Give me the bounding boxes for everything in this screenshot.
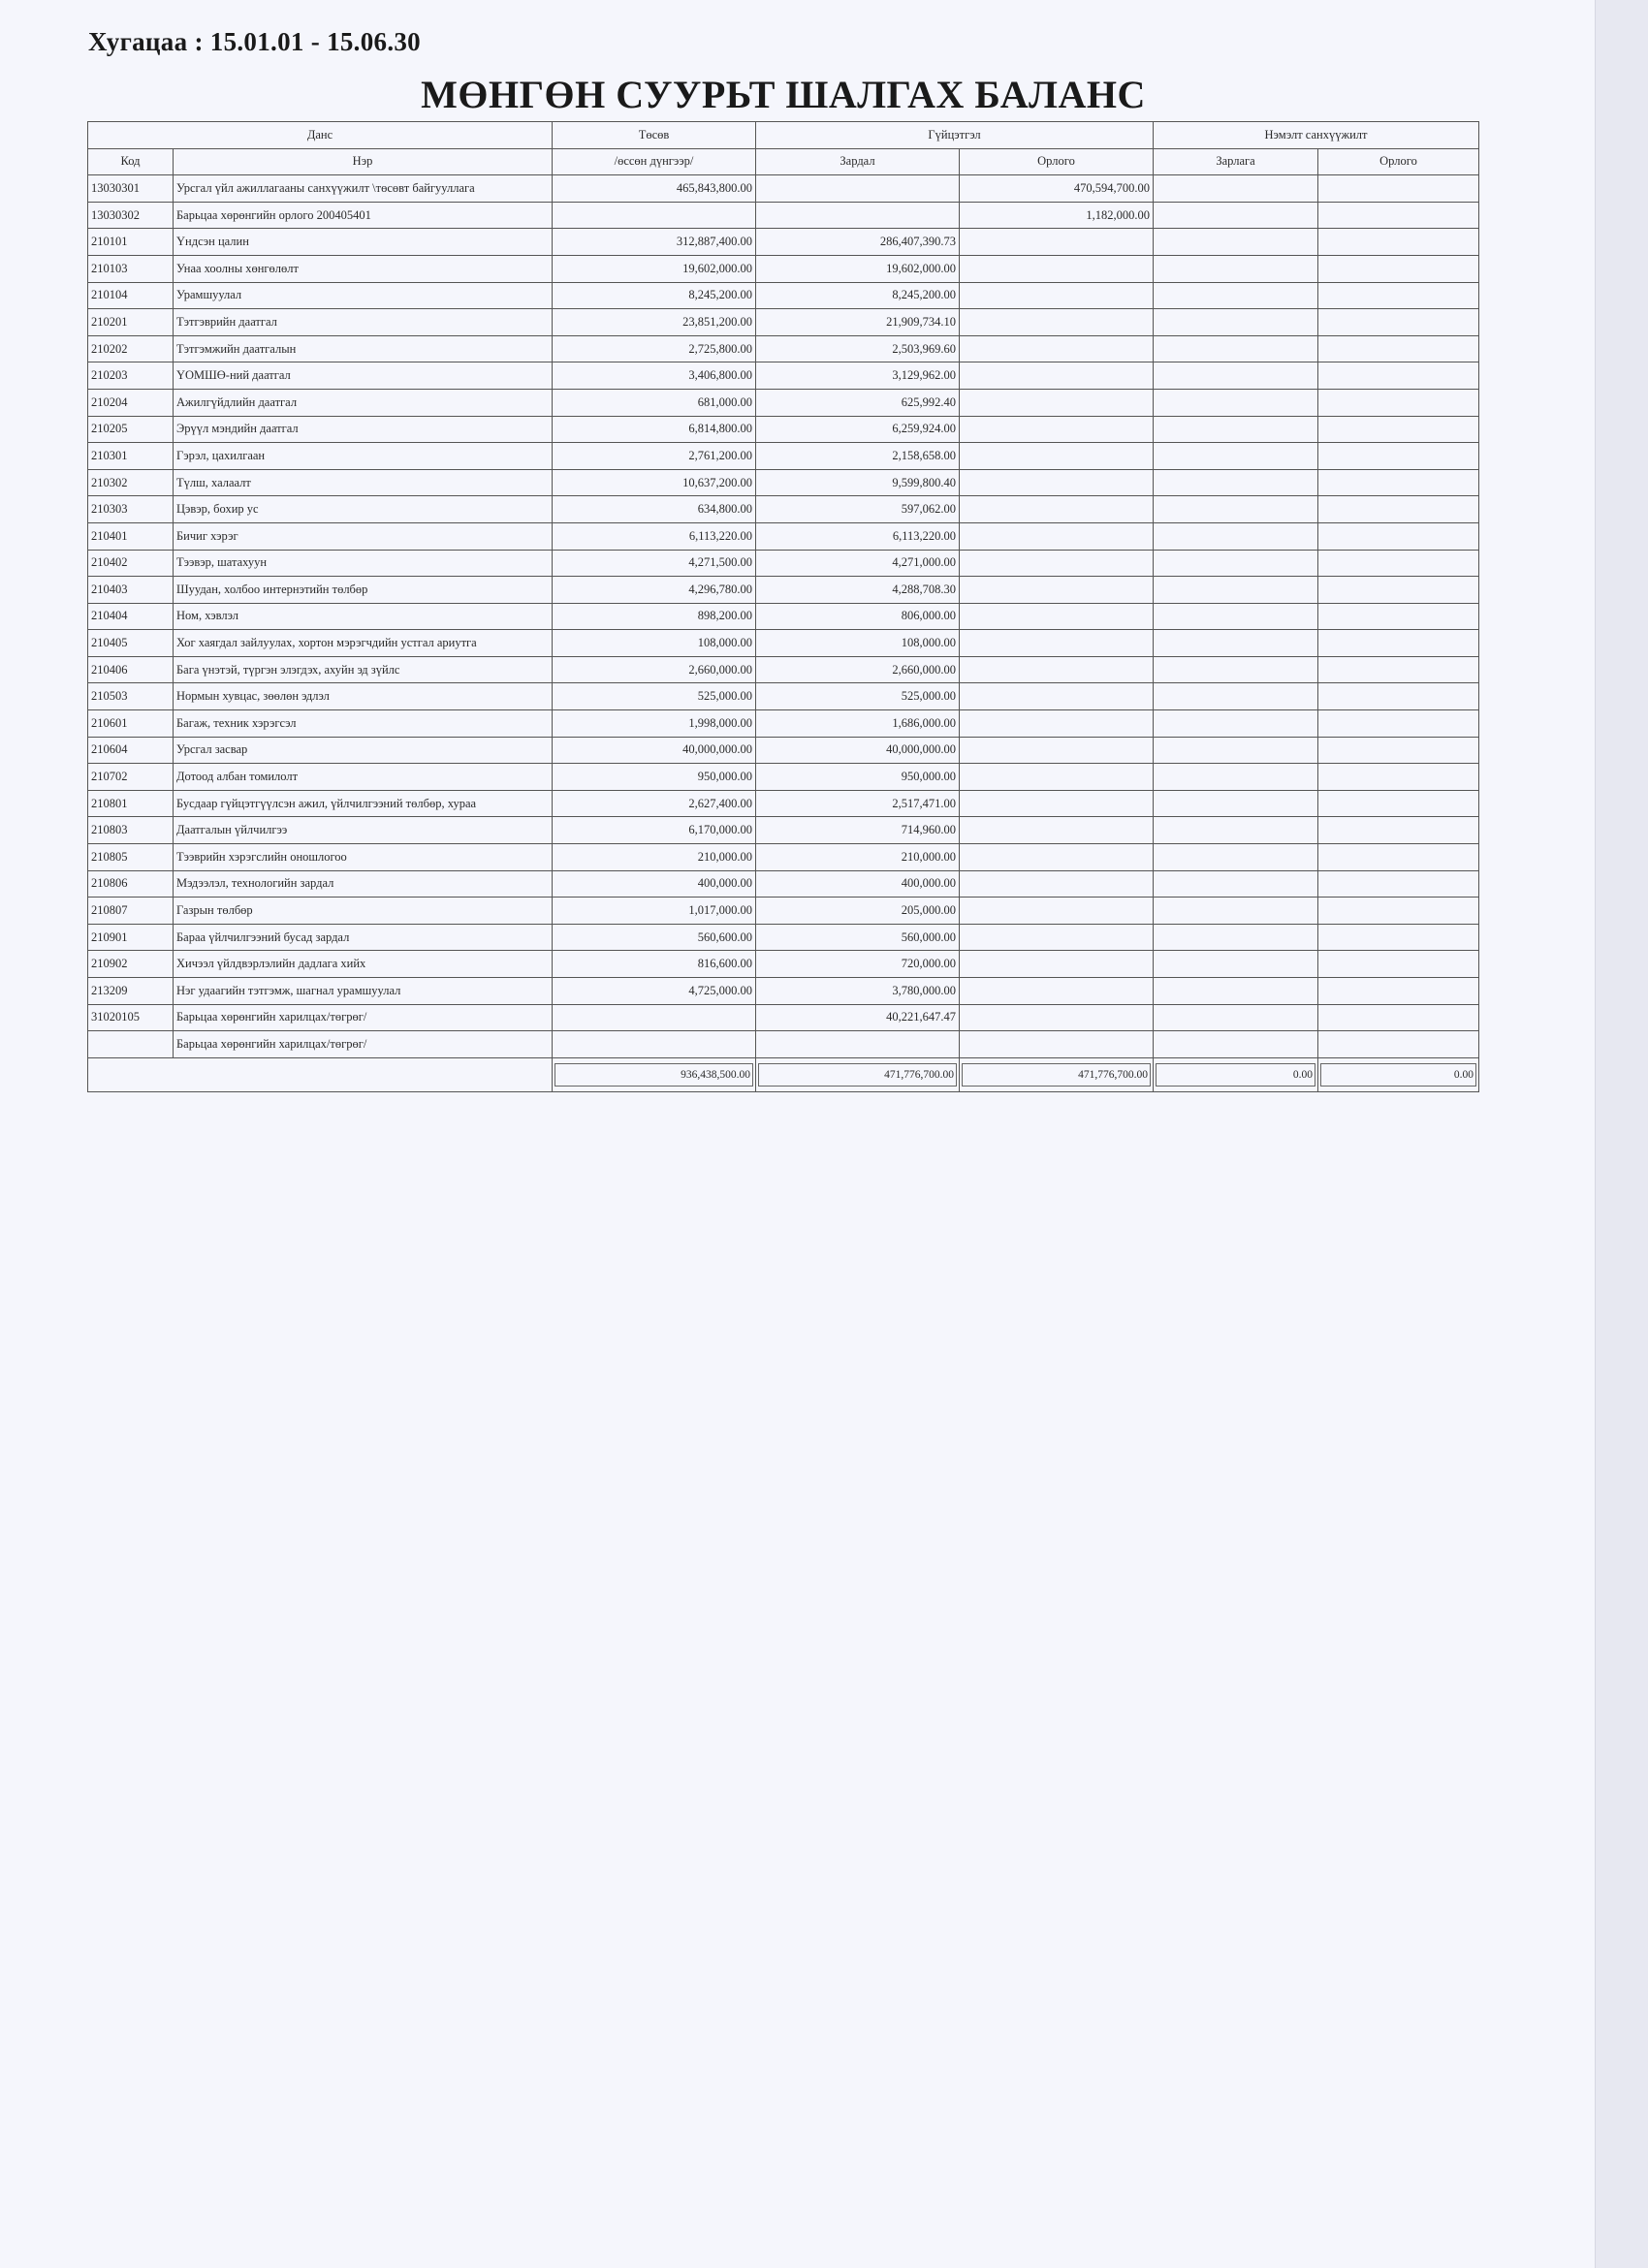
account-name: Урсгал засвар	[174, 737, 553, 764]
add-income-value	[1318, 737, 1479, 764]
add-income-value	[1318, 683, 1479, 710]
exec-income-value	[960, 951, 1154, 978]
account-code: 13030302	[88, 202, 174, 229]
budget-value: 816,600.00	[553, 951, 756, 978]
exec-expense-value	[756, 202, 960, 229]
table-row	[88, 870, 1479, 898]
account-code: 210103	[88, 255, 174, 282]
add-expense-value	[1154, 817, 1318, 844]
account-code	[88, 1031, 174, 1058]
account-code: 210801	[88, 790, 174, 817]
exec-expense-value: 714,960.00	[756, 817, 960, 844]
table-body	[88, 175, 1479, 1058]
account-name: Эрүүл мэндийн даатгал	[174, 416, 553, 443]
budget-value: 1,017,000.00	[553, 898, 756, 925]
budget-value: 681,000.00	[553, 389, 756, 416]
exec-income-value	[960, 577, 1154, 604]
add-income-value	[1318, 710, 1479, 738]
header-execution: Гүйцэтгэл	[756, 122, 1154, 149]
table-row	[88, 737, 1479, 764]
exec-income-value: 470,594,700.00	[960, 175, 1154, 203]
account-code: 210205	[88, 416, 174, 443]
budget-value: 634,800.00	[553, 496, 756, 523]
table-row	[88, 522, 1479, 550]
exec-expense-value: 19,602,000.00	[756, 255, 960, 282]
exec-expense-value: 2,158,658.00	[756, 443, 960, 470]
exec-income-value: 1,182,000.00	[960, 202, 1154, 229]
exec-expense-value: 108,000.00	[756, 630, 960, 657]
table-row	[88, 683, 1479, 710]
table-row	[88, 577, 1479, 604]
table-row	[88, 335, 1479, 362]
budget-value: 19,602,000.00	[553, 255, 756, 282]
account-name: Тээврийн хэрэгслийн оношлогоо	[174, 844, 553, 871]
budget-value: 10,637,200.00	[553, 469, 756, 496]
add-expense-value	[1154, 1004, 1318, 1031]
table-row	[88, 924, 1479, 951]
exec-expense-value: 286,407,390.73	[756, 229, 960, 256]
add-expense-value	[1154, 496, 1318, 523]
exec-income-value	[960, 764, 1154, 791]
budget-value: 6,814,800.00	[553, 416, 756, 443]
account-name: Дотоод албан томилолт	[174, 764, 553, 791]
budget-value: 400,000.00	[553, 870, 756, 898]
account-code: 210807	[88, 898, 174, 925]
header-additional-funding: Нэмэлт санхүүжилт	[1154, 122, 1479, 149]
account-name: Бичиг хэрэг	[174, 522, 553, 550]
add-expense-value	[1154, 282, 1318, 309]
budget-value: 6,113,220.00	[553, 522, 756, 550]
account-code: 210604	[88, 737, 174, 764]
exec-expense-value: 2,517,471.00	[756, 790, 960, 817]
account-code: 210901	[88, 924, 174, 951]
exec-income-value	[960, 496, 1154, 523]
table-row	[88, 550, 1479, 577]
budget-value: 4,725,000.00	[553, 978, 756, 1005]
exec-income-value	[960, 683, 1154, 710]
account-code: 210702	[88, 764, 174, 791]
add-income-value	[1318, 1004, 1479, 1031]
add-income-value	[1318, 496, 1479, 523]
table-row	[88, 416, 1479, 443]
account-code: 210402	[88, 550, 174, 577]
account-code: 213209	[88, 978, 174, 1005]
account-code: 210806	[88, 870, 174, 898]
account-code: 13030301	[88, 175, 174, 203]
add-income-value	[1318, 550, 1479, 577]
exec-income-value	[960, 1004, 1154, 1031]
header-budget-cumulative: /өссөн дүнгээр/	[553, 148, 756, 175]
add-expense-value	[1154, 764, 1318, 791]
add-income-value	[1318, 229, 1479, 256]
account-code: 210601	[88, 710, 174, 738]
add-expense-value	[1154, 924, 1318, 951]
header-budget: Төсөв	[553, 122, 756, 149]
account-code: 210404	[88, 603, 174, 630]
account-name: Шуудан, холбоо интернэтийн төлбөр	[174, 577, 553, 604]
header-add-income: Орлого	[1318, 148, 1479, 175]
add-income-value	[1318, 898, 1479, 925]
add-income-value	[1318, 175, 1479, 203]
total-add-income: 0.00	[1318, 1057, 1479, 1091]
header-account: Данс	[88, 122, 553, 149]
add-income-value	[1318, 870, 1479, 898]
budget-value: 3,406,800.00	[553, 362, 756, 390]
add-income-value	[1318, 309, 1479, 336]
exec-income-value	[960, 309, 1154, 336]
budget-value: 2,660,000.00	[553, 656, 756, 683]
budget-value: 2,761,200.00	[553, 443, 756, 470]
exec-expense-value: 40,000,000.00	[756, 737, 960, 764]
budget-value: 4,296,780.00	[553, 577, 756, 604]
account-code: 210503	[88, 683, 174, 710]
add-income-value	[1318, 630, 1479, 657]
add-income-value	[1318, 469, 1479, 496]
add-income-value	[1318, 282, 1479, 309]
exec-expense-value: 806,000.00	[756, 603, 960, 630]
exec-income-value	[960, 844, 1154, 871]
budget-value: 465,843,800.00	[553, 175, 756, 203]
budget-value: 8,245,200.00	[553, 282, 756, 309]
add-expense-value	[1154, 978, 1318, 1005]
account-name: Багаж, техник хэрэгсэл	[174, 710, 553, 738]
account-name: Тэтгэврийн даатгал	[174, 309, 553, 336]
exec-income-value	[960, 335, 1154, 362]
add-income-value	[1318, 790, 1479, 817]
exec-income-value	[960, 790, 1154, 817]
account-name: Барьцаа хөрөнгийн харилцах/төгрөг/	[174, 1031, 553, 1058]
add-income-value	[1318, 978, 1479, 1005]
exec-expense-value: 1,686,000.00	[756, 710, 960, 738]
add-income-value	[1318, 603, 1479, 630]
header-code: Код	[88, 148, 174, 175]
account-name: Мэдээлэл, технологийн зардал	[174, 870, 553, 898]
exec-expense-value: 40,221,647.47	[756, 1004, 960, 1031]
add-expense-value	[1154, 229, 1318, 256]
table-row	[88, 790, 1479, 817]
exec-income-value	[960, 522, 1154, 550]
account-code: 210301	[88, 443, 174, 470]
account-code: 210201	[88, 309, 174, 336]
header-exec-expense: Зардал	[756, 148, 960, 175]
add-expense-value	[1154, 362, 1318, 390]
header-add-expense: Зарлага	[1154, 148, 1318, 175]
add-income-value	[1318, 764, 1479, 791]
table-row	[88, 1031, 1479, 1058]
table-row	[88, 255, 1479, 282]
exec-income-value	[960, 656, 1154, 683]
exec-expense-value: 3,780,000.00	[756, 978, 960, 1005]
header-name: Нэр	[174, 148, 553, 175]
table-row	[88, 202, 1479, 229]
table-row	[88, 1004, 1479, 1031]
table-row	[88, 443, 1479, 470]
budget-value: 950,000.00	[553, 764, 756, 791]
table-row	[88, 496, 1479, 523]
exec-expense-value: 21,909,734.10	[756, 309, 960, 336]
account-code: 210401	[88, 522, 174, 550]
add-expense-value	[1154, 1031, 1318, 1058]
table-row	[88, 817, 1479, 844]
header-exec-income: Орлого	[960, 148, 1154, 175]
account-name: ҮОМШӨ-ний даатгал	[174, 362, 553, 390]
exec-income-value	[960, 817, 1154, 844]
add-expense-value	[1154, 870, 1318, 898]
group-header-row	[88, 122, 1479, 149]
add-expense-value	[1154, 443, 1318, 470]
add-income-value	[1318, 656, 1479, 683]
account-code: 31020105	[88, 1004, 174, 1031]
add-income-value	[1318, 335, 1479, 362]
account-code: 210303	[88, 496, 174, 523]
exec-expense-value: 2,660,000.00	[756, 656, 960, 683]
account-code: 210406	[88, 656, 174, 683]
exec-income-value	[960, 978, 1154, 1005]
add-expense-value	[1154, 844, 1318, 871]
exec-expense-value: 720,000.00	[756, 951, 960, 978]
add-expense-value	[1154, 416, 1318, 443]
account-name: Урсгал үйл ажиллагааны санхүүжилт \төсөвт байгууллага	[174, 175, 553, 203]
add-expense-value	[1154, 603, 1318, 630]
exec-expense-value: 625,992.40	[756, 389, 960, 416]
table-row	[88, 951, 1479, 978]
add-expense-value	[1154, 550, 1318, 577]
account-code: 210403	[88, 577, 174, 604]
account-name: Газрын төлбөр	[174, 898, 553, 925]
trial-balance-table	[87, 121, 1479, 1092]
table-row	[88, 710, 1479, 738]
exec-expense-value: 210,000.00	[756, 844, 960, 871]
add-expense-value	[1154, 656, 1318, 683]
total-add-expense: 0.00	[1154, 1057, 1318, 1091]
account-code: 210805	[88, 844, 174, 871]
account-code: 210202	[88, 335, 174, 362]
budget-value: 108,000.00	[553, 630, 756, 657]
exec-expense-value: 400,000.00	[756, 870, 960, 898]
exec-income-value	[960, 1031, 1154, 1058]
account-name: Гэрэл, цахилгаан	[174, 443, 553, 470]
add-income-value	[1318, 577, 1479, 604]
add-expense-value	[1154, 577, 1318, 604]
exec-income-value	[960, 924, 1154, 951]
add-income-value	[1318, 522, 1479, 550]
sub-header-row	[88, 148, 1479, 175]
exec-income-value	[960, 416, 1154, 443]
budget-value: 2,725,800.00	[553, 335, 756, 362]
period-label: Хугацаа : 15.01.01 - 15.06.30	[88, 27, 421, 56]
account-name: Ажилгүйдлийн даатгал	[174, 389, 553, 416]
exec-expense-value: 2,503,969.60	[756, 335, 960, 362]
add-expense-value	[1154, 175, 1318, 203]
exec-expense-value: 205,000.00	[756, 898, 960, 925]
add-income-value	[1318, 255, 1479, 282]
exec-expense-value: 3,129,962.00	[756, 362, 960, 390]
budget-value: 560,600.00	[553, 924, 756, 951]
totals-label-cell	[88, 1057, 553, 1091]
account-name: Хичээл үйлдвэрлэлийн дадлага хийх	[174, 951, 553, 978]
account-name: Бараа үйлчилгээний бусад зардал	[174, 924, 553, 951]
exec-income-value	[960, 469, 1154, 496]
add-income-value	[1318, 202, 1479, 229]
table-row	[88, 282, 1479, 309]
account-name: Барьцаа хөрөнгийн орлого 200405401	[174, 202, 553, 229]
exec-income-value	[960, 362, 1154, 390]
budget-value: 898,200.00	[553, 603, 756, 630]
exec-income-value	[960, 737, 1154, 764]
account-name: Барьцаа хөрөнгийн харилцах/төгрөг/	[174, 1004, 553, 1031]
add-income-value	[1318, 362, 1479, 390]
add-expense-value	[1154, 630, 1318, 657]
exec-expense-value	[756, 1031, 960, 1058]
account-code: 210902	[88, 951, 174, 978]
scan-page-edge	[1595, 0, 1648, 2268]
budget-value: 525,000.00	[553, 683, 756, 710]
table-row	[88, 469, 1479, 496]
exec-income-value	[960, 389, 1154, 416]
totals-row	[88, 1057, 1479, 1091]
budget-value	[553, 1031, 756, 1058]
add-expense-value	[1154, 683, 1318, 710]
add-income-value	[1318, 1031, 1479, 1058]
table-row	[88, 764, 1479, 791]
add-expense-value	[1154, 469, 1318, 496]
add-income-value	[1318, 416, 1479, 443]
account-name: Унаа хоолны хөнгөлөлт	[174, 255, 553, 282]
account-name: Үндсэн цалин	[174, 229, 553, 256]
add-expense-value	[1154, 951, 1318, 978]
budget-value: 312,887,400.00	[553, 229, 756, 256]
account-name: Бага үнэтэй, түргэн элэгдэх, ахуйн эд зүйлс	[174, 656, 553, 683]
account-name: Нормын хувцас, зөөлөн эдлэл	[174, 683, 553, 710]
add-income-value	[1318, 924, 1479, 951]
add-income-value	[1318, 389, 1479, 416]
table-row	[88, 175, 1479, 203]
account-code: 210405	[88, 630, 174, 657]
exec-expense-value: 4,288,708.30	[756, 577, 960, 604]
total-budget: 936,438,500.00	[553, 1057, 756, 1091]
table-row	[88, 229, 1479, 256]
page-title: МӨНГӨН СУУРЬТ ШАЛГАХ БАЛАНС	[421, 73, 1146, 116]
budget-value: 2,627,400.00	[553, 790, 756, 817]
account-code: 210204	[88, 389, 174, 416]
exec-expense-value: 9,599,800.40	[756, 469, 960, 496]
budget-value: 40,000,000.00	[553, 737, 756, 764]
add-expense-value	[1154, 335, 1318, 362]
account-name: Даатгалын үйлчилгээ	[174, 817, 553, 844]
add-expense-value	[1154, 309, 1318, 336]
add-expense-value	[1154, 202, 1318, 229]
account-name: Бусдаар гүйцэтгүүлсэн ажил, үйлчилгээний төлбөр, хураа	[174, 790, 553, 817]
budget-value	[553, 202, 756, 229]
exec-income-value	[960, 282, 1154, 309]
account-name: Цэвэр, бохир ус	[174, 496, 553, 523]
account-code: 210302	[88, 469, 174, 496]
account-name: Хог хаягдал зайлуулах, хортон мэрэгчдийн устгал ариутга	[174, 630, 553, 657]
exec-expense-value: 525,000.00	[756, 683, 960, 710]
table-row	[88, 844, 1479, 871]
add-expense-value	[1154, 737, 1318, 764]
exec-income-value	[960, 898, 1154, 925]
exec-income-value	[960, 443, 1154, 470]
exec-income-value	[960, 550, 1154, 577]
exec-expense-value: 4,271,000.00	[756, 550, 960, 577]
table-row	[88, 603, 1479, 630]
account-code: 210101	[88, 229, 174, 256]
table-row	[88, 978, 1479, 1005]
add-expense-value	[1154, 522, 1318, 550]
budget-value: 23,851,200.00	[553, 309, 756, 336]
account-code: 210104	[88, 282, 174, 309]
add-expense-value	[1154, 710, 1318, 738]
budget-value: 1,998,000.00	[553, 710, 756, 738]
add-income-value	[1318, 817, 1479, 844]
account-name: Тэтгэмжийн даатгалын	[174, 335, 553, 362]
add-expense-value	[1154, 790, 1318, 817]
exec-expense-value: 8,245,200.00	[756, 282, 960, 309]
exec-expense-value: 6,259,924.00	[756, 416, 960, 443]
exec-income-value	[960, 603, 1154, 630]
account-name: Тээвэр, шатахуун	[174, 550, 553, 577]
budget-value	[553, 1004, 756, 1031]
account-name: Ном, хэвлэл	[174, 603, 553, 630]
table-row	[88, 630, 1479, 657]
exec-expense-value: 560,000.00	[756, 924, 960, 951]
budget-value: 4,271,500.00	[553, 550, 756, 577]
add-income-value	[1318, 951, 1479, 978]
table-row	[88, 898, 1479, 925]
add-expense-value	[1154, 898, 1318, 925]
add-income-value	[1318, 443, 1479, 470]
table-row	[88, 656, 1479, 683]
total-exec-expense: 471,776,700.00	[756, 1057, 960, 1091]
exec-income-value	[960, 710, 1154, 738]
budget-value: 6,170,000.00	[553, 817, 756, 844]
exec-expense-value	[756, 175, 960, 203]
exec-income-value	[960, 870, 1154, 898]
total-exec-income: 471,776,700.00	[960, 1057, 1154, 1091]
budget-value: 210,000.00	[553, 844, 756, 871]
account-code: 210803	[88, 817, 174, 844]
table-row	[88, 309, 1479, 336]
table-row	[88, 362, 1479, 390]
account-name: Урамшуулал	[174, 282, 553, 309]
exec-income-value	[960, 630, 1154, 657]
add-expense-value	[1154, 389, 1318, 416]
table-row	[88, 389, 1479, 416]
exec-expense-value: 597,062.00	[756, 496, 960, 523]
add-expense-value	[1154, 255, 1318, 282]
exec-expense-value: 6,113,220.00	[756, 522, 960, 550]
account-name: Нэг удаагийн тэтгэмж, шагнал урамшуулал	[174, 978, 553, 1005]
account-name: Түлш, халаалт	[174, 469, 553, 496]
add-income-value	[1318, 844, 1479, 871]
exec-expense-value: 950,000.00	[756, 764, 960, 791]
account-code: 210203	[88, 362, 174, 390]
exec-income-value	[960, 229, 1154, 256]
exec-income-value	[960, 255, 1154, 282]
